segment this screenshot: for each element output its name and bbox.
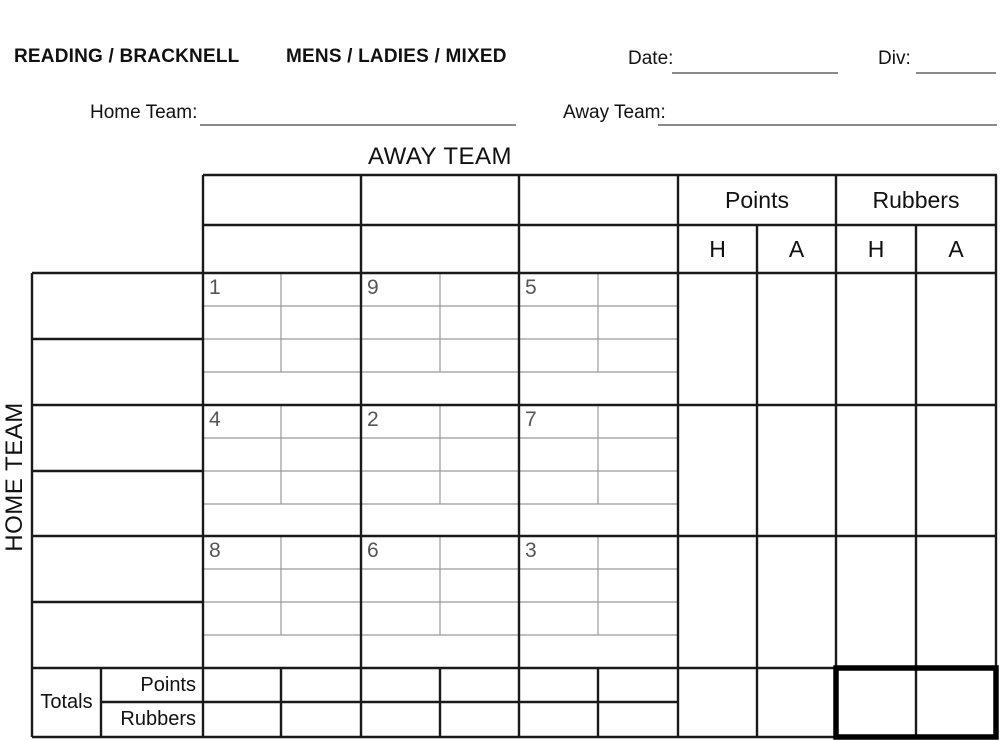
home-team-label: Home Team: bbox=[90, 102, 198, 123]
match-number: 4 bbox=[209, 408, 221, 431]
div-label: Div: bbox=[878, 48, 911, 69]
totals-label: Totals bbox=[40, 691, 93, 713]
match-number: 5 bbox=[525, 276, 537, 299]
date-label: Date: bbox=[628, 48, 674, 69]
points-away-header: A bbox=[788, 235, 805, 262]
match-number: 6 bbox=[367, 539, 379, 562]
away-team-label: Away Team: bbox=[563, 102, 666, 123]
rubbers-column-header: Rubbers bbox=[872, 186, 960, 213]
points-column-header: Points bbox=[725, 186, 789, 213]
date-blank-line[interactable] bbox=[672, 50, 838, 74]
match-number: 3 bbox=[525, 539, 537, 562]
score-subgrid-lines bbox=[203, 273, 678, 635]
home-team-blank-line[interactable] bbox=[200, 102, 516, 126]
away-team-axis-title: AWAY TEAM bbox=[367, 143, 513, 170]
rubbers-home-header: H bbox=[867, 235, 885, 262]
home-team-axis-title: HOME TEAM bbox=[1, 402, 28, 552]
match-number: 1 bbox=[209, 276, 221, 299]
points-home-header: H bbox=[709, 235, 726, 262]
match-number: 2 bbox=[367, 408, 379, 431]
match-number: 7 bbox=[525, 408, 537, 431]
away-team-blank-line[interactable] bbox=[658, 102, 997, 126]
rubbers-away-header: A bbox=[948, 235, 964, 262]
match-number: 9 bbox=[367, 276, 379, 299]
totals-rubbers-row-label: Rubbers bbox=[120, 708, 196, 730]
div-blank-line[interactable] bbox=[916, 50, 996, 74]
division-categories: MENS / LADIES / MIXED bbox=[286, 46, 507, 67]
totals-points-row-label: Points bbox=[140, 673, 196, 696]
league-name: READING / BRACKNELL bbox=[14, 46, 240, 67]
match-number: 8 bbox=[209, 539, 221, 562]
